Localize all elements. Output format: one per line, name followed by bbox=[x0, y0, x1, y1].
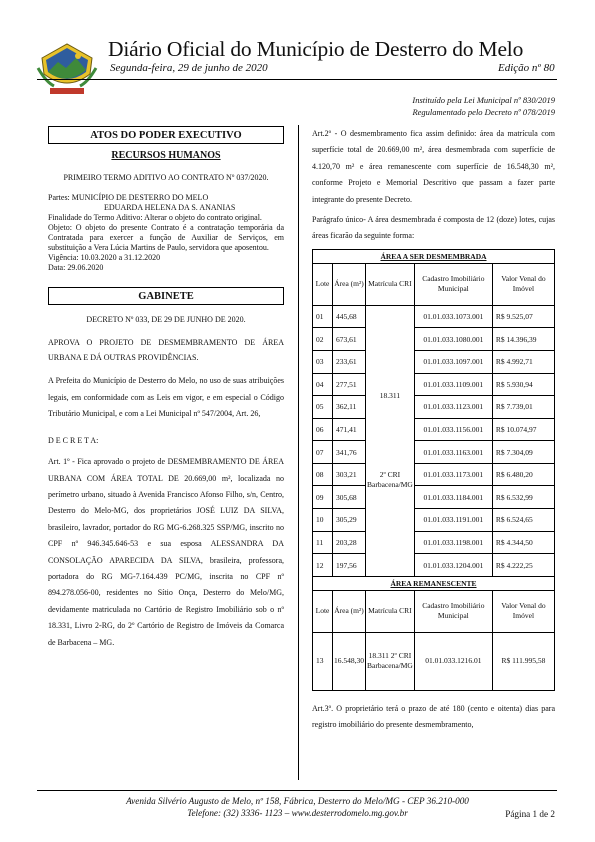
area-cell: 362,11 bbox=[333, 396, 366, 419]
cadastro-cell: 01.01.033.1073.001 bbox=[414, 305, 492, 328]
value-cell: R$ 10.074,97 bbox=[492, 418, 554, 441]
footer-address: Avenida Silvério Augusto de Melo, nº 158, Fábrica, Desterro do Melo/MG - CEP 36.210-000 bbox=[126, 796, 469, 806]
table-header-row bbox=[313, 263, 555, 305]
decree-article-3: Art.3º. O proprietário terá o prazo de até 180 (cento e oitenta) dias para registro imobiliário do presente desmembramento, bbox=[312, 703, 555, 730]
value-cell: R$ 6.524,65 bbox=[492, 509, 554, 532]
value-cell: R$ 4.344,50 bbox=[492, 531, 554, 554]
contract-date: Data: 29.06.2020 bbox=[48, 262, 104, 272]
lot-cell: 05 bbox=[313, 396, 333, 419]
area-cell: 197,56 bbox=[333, 554, 366, 577]
municipal-coat-of-arms-icon bbox=[36, 38, 98, 96]
sole-paragraph: Parágrafo único- A área desmembrada é composta de 12 (doze) lotes, cujas áreas ficarão da seguinte forma: bbox=[312, 214, 555, 241]
col-valor: Valor Venal do Imóvel bbox=[492, 590, 554, 632]
issue-date: Segunda-feira, 29 de junho de 2020 bbox=[110, 62, 268, 74]
cadastro-cell: 01.01.033.1173.001 bbox=[414, 463, 492, 486]
table-row bbox=[313, 328, 555, 351]
contract-validity: Vigência: 10.03.2020 a 31.12.2020 bbox=[48, 252, 161, 262]
area-cell: 303,21 bbox=[333, 463, 366, 486]
table-row bbox=[313, 632, 555, 690]
area-cell: 445,68 bbox=[333, 305, 366, 328]
footer-contact: Telefone: (32) 3336- 1123 – www.desterrodomelo.mg.gov.br bbox=[187, 808, 408, 818]
cadastro-cell: 01.01.033.1184.001 bbox=[414, 486, 492, 509]
contract-parties: Partes: MUNICÍPIO DE DESTERRO DO MELO bbox=[48, 192, 209, 202]
area-cell: 305,29 bbox=[333, 509, 366, 532]
lot-cell: 13 bbox=[313, 632, 333, 690]
right-column bbox=[312, 126, 555, 734]
lot-cell: 03 bbox=[313, 350, 333, 373]
value-cell: R$ 14.396,39 bbox=[492, 328, 554, 351]
lot-cell: 07 bbox=[313, 441, 333, 464]
value-cell: R$ 6.532,99 bbox=[492, 486, 554, 509]
institution-law: Instituído pela Lei Municipal nº 830/2019 bbox=[412, 95, 555, 105]
col-valor: Valor Venal do Imóvel bbox=[492, 263, 554, 305]
col-matricula: Matrícula CRI bbox=[366, 590, 415, 632]
lots-table bbox=[312, 249, 555, 691]
decree-article-2: Art.2º - O desmembramento fica assim definido: área da matrícula com superfície total de 20.669,00 m², área desmembrada com superfície de 4.120,70 m² e área remanescente com superfície de 16.548,30 m², conforme Projeto e Memorial Descritivo que passam a fazer parte integrante do presente Decreto. bbox=[312, 129, 555, 204]
value-cell: R$ 111.995,58 bbox=[492, 632, 554, 690]
col-area: Área (m²) bbox=[333, 263, 366, 305]
lot-cell: 01 bbox=[313, 305, 333, 328]
cadastro-cell: 01.01.033.1156.001 bbox=[414, 418, 492, 441]
value-cell: R$ 7.739,01 bbox=[492, 396, 554, 419]
table-row bbox=[313, 509, 555, 532]
contract-party-2: EDUARDA HELENA DA S. ANANIAS bbox=[104, 202, 236, 212]
contract-object: Objeto: O objeto do presente Contrato é a contratação temporária da Contratada para exercer a função de Auxiliar de Serviços, em substituição a Vera Lúcia Martins de Paulo, servidora que aposentou. bbox=[48, 222, 284, 252]
table-row bbox=[313, 463, 555, 486]
area-cell: 471,41 bbox=[333, 418, 366, 441]
cadastro-cell: 01.01.033.1198.001 bbox=[414, 531, 492, 554]
column-divider bbox=[298, 125, 299, 780]
header-rule bbox=[37, 79, 557, 80]
area-cell: 277,51 bbox=[333, 373, 366, 396]
section-cabinet: GABINETE bbox=[48, 287, 284, 305]
footer-rule bbox=[37, 790, 557, 791]
table-row bbox=[313, 305, 555, 328]
lot-cell: 12 bbox=[313, 554, 333, 577]
cri-name: 2º CRI Barbacena/MG bbox=[367, 470, 413, 490]
edition-number: Edição nº 80 bbox=[498, 62, 555, 74]
lot-cell: 06 bbox=[313, 418, 333, 441]
cadastro-cell: 01.01.033.1109.001 bbox=[414, 373, 492, 396]
cadastro-cell: 01.01.033.1097.001 bbox=[414, 350, 492, 373]
remaining-title: ÁREA REMANESCENTE bbox=[313, 576, 555, 590]
col-cadastro: Cadastro Imobiliário Municipal bbox=[414, 263, 492, 305]
table-row bbox=[313, 350, 555, 373]
value-cell: R$ 7.304,09 bbox=[492, 441, 554, 464]
area-cell: 305,68 bbox=[333, 486, 366, 509]
decree-article-1: Art. 1º - Fica aprovado o projeto de DESMEMBRAMENTO DE ÁREA URBANA COM ÁREA TOTAL DE 20.669,00 m², localizada no perímetro urbano, situado à Avenida Francisco Afonso Filho, s/n, Centro, Desterro do Melo-MG, dos proprietários JOSÉ LUIZ DA SILVA, brasileiro, lavrador, portador do RG MG-6.268.325 SSP/MG, inscrito no CPF nº 946.345.646-53 e sua esposa ALESSANDRA DA CONSOLAÇÃO APARECIDA DA SILVA, brasileira, professora, portadora do RG MG-7.164.439 PC/MG, inscrita no CPF nº 894.278.056-00, residentes no Sítio Onça, Desterro do Melo/MG, devidamente matriculada no Cartório de Registro Imobiliário sob o nº 18.331, Livro 2-RG, do 2º Cartório de Registro de Imóveis da Comarca de Barbacena – MG. bbox=[48, 457, 284, 647]
decree-title: DECRETO Nº 033, DE 29 DE JUNHO DE 2020. bbox=[86, 314, 246, 324]
cadastro-cell: 01.01.033.1204.001 bbox=[414, 554, 492, 577]
col-area: Área (m²) bbox=[333, 590, 366, 632]
table-row bbox=[313, 373, 555, 396]
remaining-header-row bbox=[313, 590, 555, 632]
table-row bbox=[313, 486, 555, 509]
matricula-cell bbox=[366, 305, 415, 576]
left-column bbox=[48, 126, 284, 651]
col-matricula: Matrícula CRI bbox=[366, 263, 415, 305]
section-executive-acts: ATOS DO PODER EXECUTIVO bbox=[48, 126, 284, 144]
lot-cell: 02 bbox=[313, 328, 333, 351]
matricula-cell: 18.311 2º CRI Barbacena/MG bbox=[366, 632, 415, 690]
decree-subject: APROVA O PROJETO DE DESMEMBRAMENTO DE ÁREA URBANA E DÁ OUTRAS PROVIDÊNCIAS. bbox=[48, 337, 284, 362]
value-cell: R$ 4.222,25 bbox=[492, 554, 554, 577]
lot-cell: 08 bbox=[313, 463, 333, 486]
amendment-title: PRIMEIRO TERMO ADITIVO AO CONTRATO Nº 037/2020. bbox=[63, 172, 269, 182]
area-cell: 16.548,30 bbox=[333, 632, 366, 690]
lot-cell: 11 bbox=[313, 531, 333, 554]
table-row bbox=[313, 554, 555, 577]
decree-preamble: A Prefeita do Município de Desterro do Melo, no uso de suas atribuições legais, em conformidade com as Leis em vigor, e em especial o Código Tributário Municipal, e com a Lei Municipal nº 547/2004, Art. 26, bbox=[48, 376, 284, 418]
page-number: Página 1 de 2 bbox=[505, 809, 555, 819]
col-lote: Lote bbox=[313, 590, 333, 632]
decree-decreta: D E C R E T A: bbox=[48, 436, 99, 446]
gazette-title: Diário Oficial do Município de Desterro do Melo bbox=[108, 37, 524, 61]
table-row bbox=[313, 396, 555, 419]
col-cadastro: Cadastro Imobiliário Municipal bbox=[414, 590, 492, 632]
cadastro-cell: 01.01.033.1163.001 bbox=[414, 441, 492, 464]
area-cell: 341,76 bbox=[333, 441, 366, 464]
value-cell: R$ 4.992,71 bbox=[492, 350, 554, 373]
regulation-decree: Regulamentado pelo Decreto nº 078/2019 bbox=[412, 107, 555, 117]
cadastro-cell: 01.01.033.1216.01 bbox=[414, 632, 492, 690]
amendment-purpose: Finalidade do Termo Aditivo: Alterar o objeto do contrato original. bbox=[48, 212, 262, 222]
area-cell: 203,28 bbox=[333, 531, 366, 554]
area-cell: 233,61 bbox=[333, 350, 366, 373]
lot-cell: 04 bbox=[313, 373, 333, 396]
cadastro-cell: 01.01.033.1080.001 bbox=[414, 328, 492, 351]
section-human-resources: RECURSOS HUMANOS bbox=[111, 150, 221, 162]
area-cell: 673,61 bbox=[333, 328, 366, 351]
matricula-number: 18.311 bbox=[379, 391, 401, 401]
table-row bbox=[313, 531, 555, 554]
table-row bbox=[313, 418, 555, 441]
cadastro-cell: 01.01.033.1191.001 bbox=[414, 509, 492, 532]
value-cell: R$ 6.480,20 bbox=[492, 463, 554, 486]
value-cell: R$ 9.525,07 bbox=[492, 305, 554, 328]
lot-cell: 09 bbox=[313, 486, 333, 509]
col-lote: Lote bbox=[313, 263, 333, 305]
lot-cell: 10 bbox=[313, 509, 333, 532]
table-row bbox=[313, 441, 555, 464]
value-cell: R$ 5.930,94 bbox=[492, 373, 554, 396]
cadastro-cell: 01.01.033.1123.001 bbox=[414, 396, 492, 419]
table-title: ÁREA A SER DESMEMBRADA bbox=[313, 249, 555, 263]
